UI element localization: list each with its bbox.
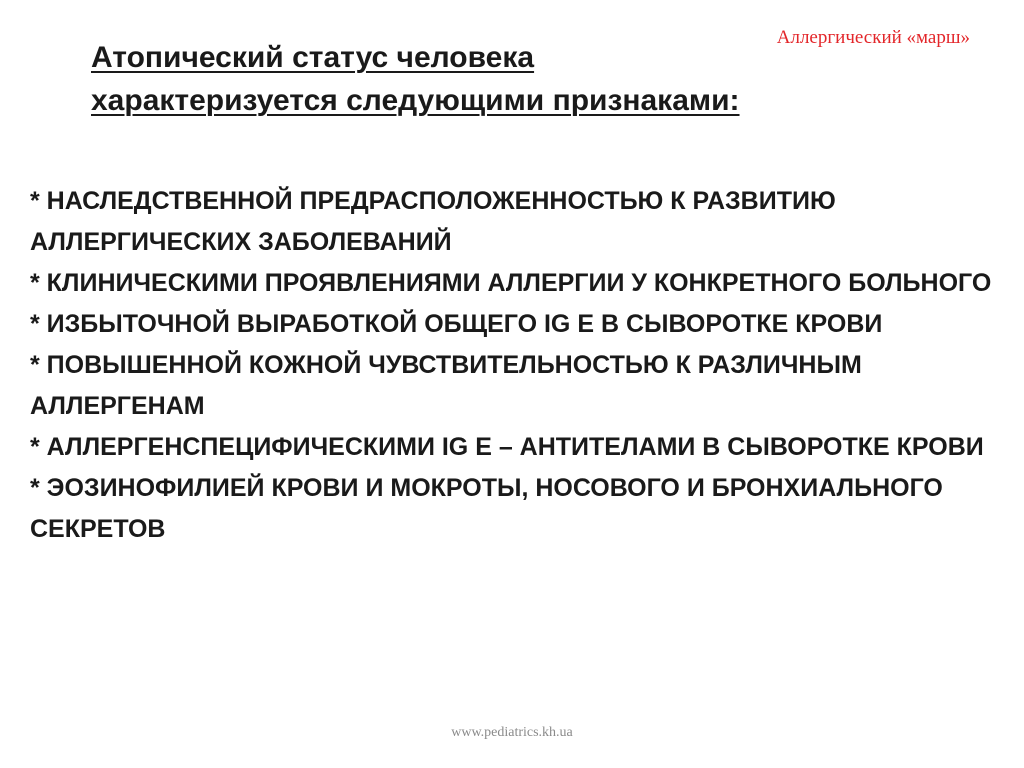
slide-title-line-1: Атопический статус человека	[91, 41, 535, 74]
list-item: * ИЗБЫТОЧНОЙ ВЫРАБОТКОЙ ОБЩЕГО IG E В СЫВОРОТКЕ КРОВИ	[30, 310, 883, 338]
list-item: * ЭОЗИНОФИЛИЕЙ КРОВИ И МОКРОТЫ, НОСОВОГО И БРОНХИАЛЬНОГО СЕКРЕТОВ	[30, 474, 943, 543]
footer-url: www.pediatrics.kh.ua	[451, 725, 573, 740]
list-item: * НАСЛЕДСТВЕННОЙ ПРЕДРАСПОЛОЖЕННОСТЬЮ К РАЗВИТИЮ АЛЛЕРГИЧЕСКИХ ЗАБОЛЕВАНИЙ	[30, 187, 836, 256]
symptom-list	[30, 181, 1010, 550]
slide-title	[91, 36, 951, 122]
list-item: * КЛИНИЧЕСКИМИ ПРОЯВЛЕНИЯМИ АЛЛЕРГИИ У КОНКРЕТНОГО БОЛЬНОГО	[30, 269, 992, 297]
list-item: * ПОВЫШЕННОЙ КОЖНОЙ ЧУВСТВИТЕЛЬНОСТЬЮ К РАЗЛИЧНЫМ АЛЛЕРГЕНАМ	[30, 351, 862, 420]
slide-corner-label: Аллергический «марш»	[776, 27, 970, 48]
slide-title-line-2: характеризуется следующими признаками:	[91, 84, 740, 117]
list-item: * АЛЛЕРГЕНСПЕЦИФИЧЕСКИМИ IG E – АНТИТЕЛАМИ В СЫВОРОТКЕ КРОВИ	[30, 433, 984, 461]
